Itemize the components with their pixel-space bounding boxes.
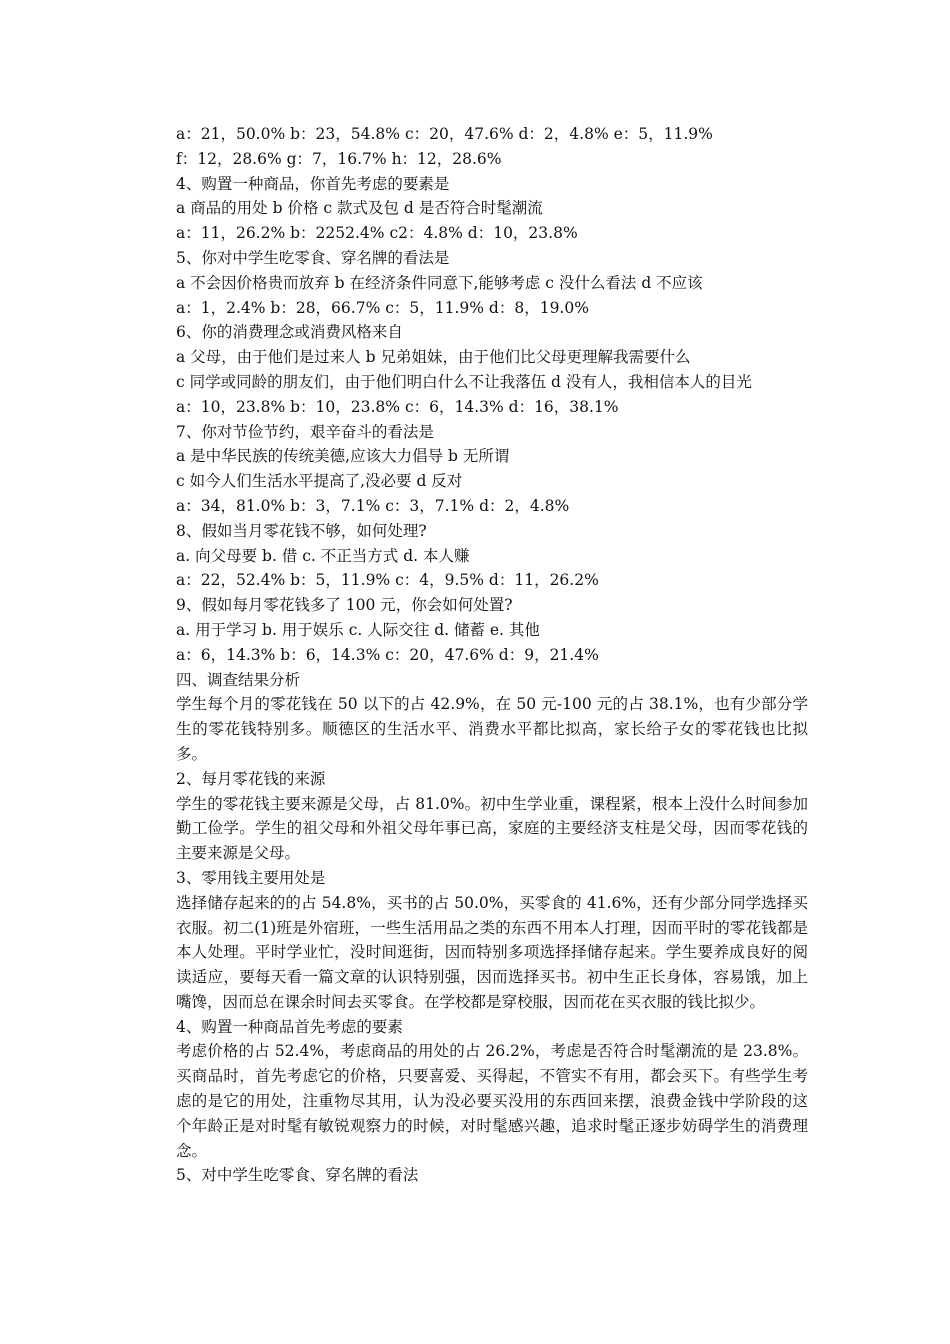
answer-options-line: a 不会因价格贵而放弃 b 在经济条件同意下,能够考虑 c 没什么看法 d 不应该 (176, 273, 703, 292)
question-heading: 8、假如当月零花钱不够，如何处理? (176, 521, 427, 540)
answer-options-line: a. 用于学习 b. 用于娱乐 c. 人际交往 d. 储蓄 e. 其他 (176, 620, 540, 639)
analysis-subheading: 5、对中学生吃零食、穿名牌的看法 (176, 1166, 419, 1185)
answer-stats-line: a：21，50.0% b：23，54.8% c：20，47.6% d：2，4.8% e：5，11.9% (176, 125, 713, 143)
answer-options-line: a 父母，由于他们是过来人 b 兄弟姐妹，由于他们比父母更理解我需要什么 (176, 348, 691, 367)
answer-options-line: c 如今人们生活水平提高了,没必要 d 反对 (176, 472, 463, 491)
analysis-subheading: 3、零用钱主要用处是 (176, 868, 326, 887)
answer-options-line: c 同学或同龄的朋友们，由于他们明白什么不让我落伍 d 没有人，我相信本人的目光 (176, 372, 752, 391)
question-heading: 7、你对节俭节约，艰辛奋斗的看法是 (176, 422, 434, 441)
answer-stats-line: a：10，23.8% b：10，23.8% c：6，14.3% d：16，38.1% (176, 397, 619, 416)
analysis-paragraph: 选择储存起来的的占 54.8%，买书的占 50.0%，买零食的 41.6%，还有少部分同学选择买衣服。初二(1)班是外宿班，一些生活用品之类的东西不用本人打理，因而平时的零花钱都是本人处理。平时学业忙，没时间逛街，因而特别多项选择择储存起来。学生要养成良好的阅读适应，要每天看一篇文章的认识特别强，因而选择买书。初中生正长身体，容易饿，加上嘴馋，因而总在课余时间去买零食。在学校都是穿校服，因而花在买衣服的钱比拟少。 (176, 893, 808, 1011)
question-heading: 9、假如每月零花钱多了 100 元，你会如何处置? (176, 596, 513, 615)
answer-stats-line: a：22，52.4% b：5，11.9% c：4，9.5% d：11，26.2% (176, 571, 599, 590)
answer-stats-line: a：34，81.0% b：3，7.1% c：3，7.1% d：2，4.8% (176, 496, 570, 515)
analysis-subheading: 4、购置一种商品首先考虑的要素 (176, 1017, 403, 1036)
answer-options-line: a. 向父母要 b. 借 c. 不正当方式 d. 本人赚 (176, 546, 470, 565)
analysis-paragraph: 学生每个月的零花钱在 50 以下的占 42.9%，在 50 元-100 元的占 38.1%，也有少部分学生的零花钱特别多。顺德区的生活水平、消费水平都比拟高，家长给子女的零花钱也比拟多。 (176, 695, 808, 763)
analysis-paragraph: 考虑价格的占 52.4%，考虑商品的用处的占 26.2%，考虑是否符合时髦潮流的是 23.8%。买商品时，首先考虑它的价格，只要喜爱、买得起，不管实不有用，都会买下。有些学生考虑的是它的用处，注重物尽其用，认为没必要买没用的东西回来摆，浪费金钱中学阶段的这个年龄正是对时髦有敏锐观察力的时候，对时髦感兴趣，追求时髦正逐步妨碍学生的消费理念。 (176, 1042, 808, 1160)
section-heading: 四、调查结果分析 (176, 670, 301, 689)
answer-stats-line: a：1，2.4% b：28，66.7% c：5，11.9% d：8，19.0% (176, 298, 589, 317)
question-heading: 4、购置一种商品，你首先考虑的要素是 (176, 174, 450, 193)
question-heading: 6、你的消费理念或消费风格来自 (176, 323, 403, 342)
analysis-paragraph: 学生的零花钱主要来源是父母，占 81.0%。初中生学业重，课程紧，根本上没什么时间参加勤工俭学。学生的祖父母和外祖父母年事已高，家庭的主要经济支柱是父母，因而零花钱的主要来源是父母。 (176, 794, 808, 863)
answer-stats-line: a：11，26.2% b：2252.4% c2：4.8% d：10，23.8% (176, 224, 578, 243)
document-body (176, 122, 808, 1188)
analysis-subheading: 2、每月零花钱的来源 (176, 769, 326, 788)
question-heading: 5、你对中学生吃零食、穿名牌的看法是 (176, 248, 450, 267)
answer-options-line: a 是中华民族的传统美德,应该大力倡导 b 无所谓 (176, 447, 510, 466)
answer-options-line: a 商品的用处 b 价格 c 款式及包 d 是否符合时髦潮流 (176, 199, 543, 218)
answer-stats-line: f：12，28.6% g：7，16.7% h：12，28.6% (176, 149, 502, 168)
answer-stats-line: a：6，14.3% b：6，14.3% c：20，47.6% d：9，21.4% (176, 645, 599, 664)
